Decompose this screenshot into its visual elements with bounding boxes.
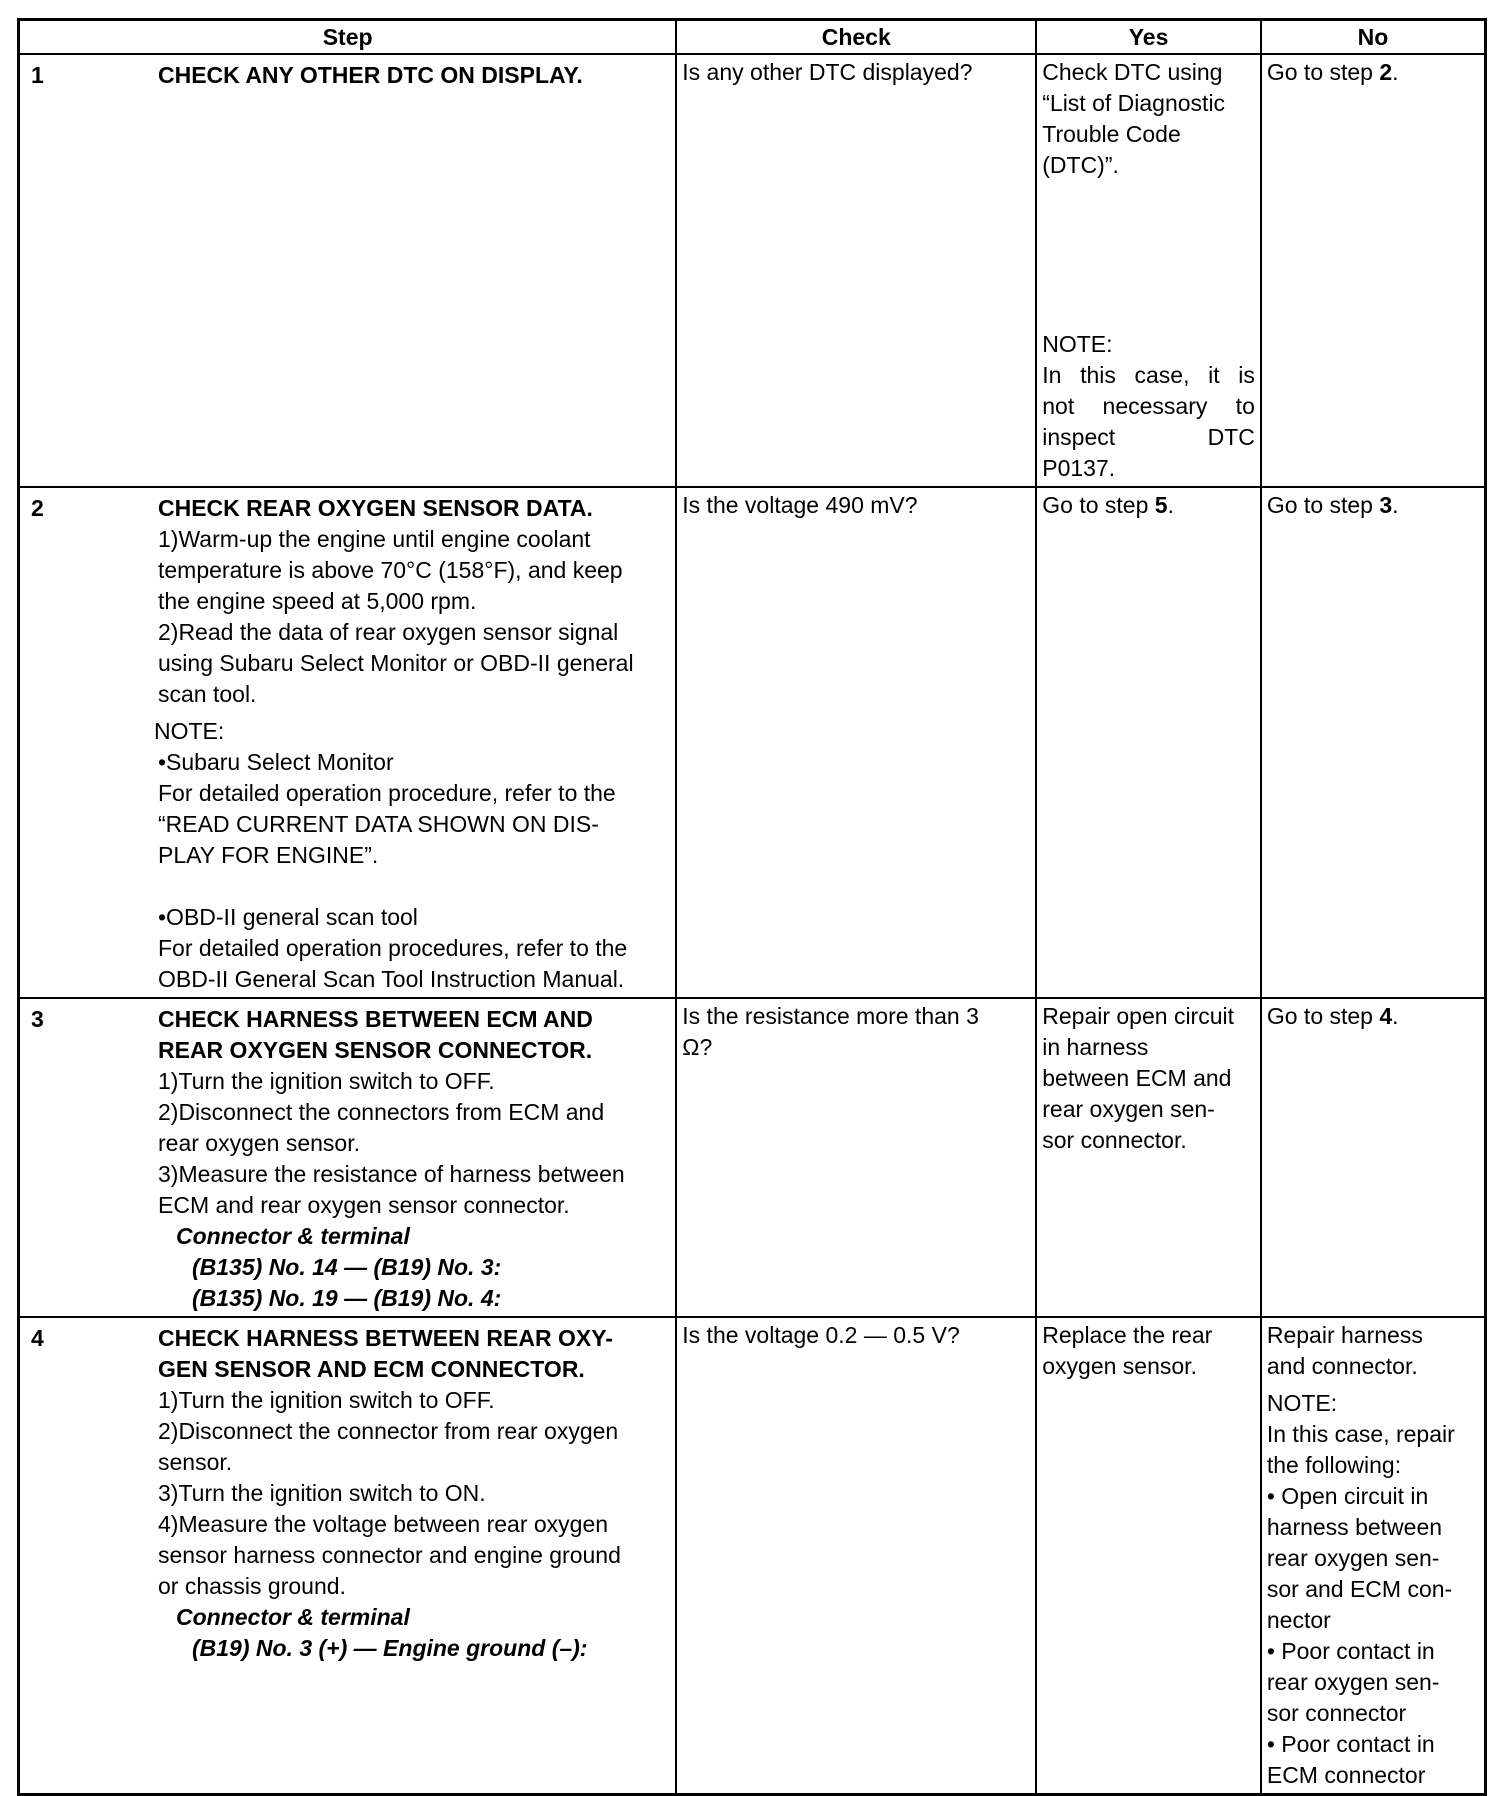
diagnostic-table: [17, 18, 1487, 1796]
connector-label: Connector & terminal: [176, 1223, 410, 1249]
note-line: •Subaru Select Monitor: [158, 749, 394, 775]
no-text: Go to step: [1266, 1003, 1380, 1029]
step-title: CHECK REAR OXYGEN SENSOR DATA.: [158, 495, 593, 521]
check-question: Is the resistance more than 3: [682, 1003, 979, 1029]
step-instruction: 1)Warm-up the engine until engine coolant: [158, 526, 591, 552]
step-instruction: 2)Disconnect the connectors from ECM and: [158, 1099, 605, 1125]
step-number: 3: [31, 1006, 44, 1032]
no-note-line: sor and ECM con-: [1266, 1576, 1453, 1602]
yes-text-line: “List of Diagnostic: [1042, 90, 1226, 116]
connector-terminal: (B19) No. 3 (+) — Engine ground (–):: [192, 1635, 588, 1661]
step-title: GEN SENSOR AND ECM CONNECTOR.: [158, 1356, 585, 1382]
yes-text-line: (DTC)”.: [1042, 152, 1119, 178]
step-instruction: sensor harness connector and engine ground: [158, 1542, 621, 1568]
step-instruction: ECM and rear oxygen sensor connector.: [158, 1192, 570, 1218]
yes-note-label: NOTE:: [1042, 331, 1113, 357]
step-instruction: rear oxygen sensor.: [158, 1130, 361, 1156]
no-text-line: Repair harness: [1266, 1322, 1423, 1348]
step-number: 4: [31, 1325, 44, 1351]
connector-terminal: (B135) No. 14 — (B19) No. 3:: [192, 1254, 502, 1280]
note-line: •OBD-II general scan tool: [158, 904, 418, 930]
check-question: Is the voltage 490 mV?: [682, 492, 918, 518]
no-cell: [1261, 998, 1486, 1317]
yes-note-line: In this case, it is: [1042, 362, 1255, 388]
step-instruction: 2)Read the data of rear oxygen sensor signal: [158, 619, 619, 645]
yes-cell: [1036, 487, 1261, 998]
no-step-ref: 3: [1379, 492, 1393, 518]
yes-text-suffix: .: [1167, 492, 1174, 518]
step-instruction: the engine speed at 5,000 rpm.: [158, 588, 477, 614]
check-cell: [676, 998, 1036, 1317]
yes-note-line: P0137.: [1042, 455, 1116, 481]
no-note-line: rear oxygen sen-: [1266, 1669, 1440, 1695]
table-row: [19, 487, 1486, 998]
table-row: [19, 1317, 1486, 1795]
step-instruction: 2)Disconnect the connector from rear oxygen: [158, 1418, 619, 1444]
yes-text-line: rear oxygen sen-: [1042, 1096, 1215, 1122]
no-note-line: sor connector: [1266, 1700, 1407, 1726]
connector-terminal: (B135) No. 19 — (B19) No. 4:: [192, 1285, 502, 1311]
yes-text-line: Repair open circuit: [1042, 1003, 1235, 1029]
step-title: REAR OXYGEN SENSOR CONNECTOR.: [158, 1037, 593, 1063]
header-no: No: [1261, 20, 1486, 55]
header-check: Check: [676, 20, 1036, 55]
step-instruction: scan tool.: [158, 681, 257, 707]
header-step: Step: [19, 20, 677, 55]
yes-cell: [1036, 1317, 1261, 1795]
yes-text-line: sor connector.: [1042, 1127, 1187, 1153]
step-instruction: using Subaru Select Monitor or OBD-II general: [158, 650, 634, 676]
no-note-label: NOTE:: [1266, 1390, 1338, 1416]
note-line: OBD-II General Scan Tool Instruction Manual.: [158, 966, 625, 992]
step-instruction: 1)Turn the ignition switch to OFF.: [158, 1387, 495, 1413]
no-note-line: ECM connector: [1266, 1762, 1426, 1788]
no-note-line: nector: [1266, 1607, 1331, 1633]
step-title: CHECK HARNESS BETWEEN ECM AND: [158, 1006, 593, 1032]
yes-text-line: between ECM and: [1042, 1065, 1232, 1091]
step-cell: [19, 54, 677, 487]
no-cell: [1261, 54, 1486, 487]
no-text-line: and connector.: [1266, 1353, 1418, 1379]
yes-note-line: inspect DTC: [1042, 424, 1255, 450]
note-line: For detailed operation procedures, refer to the: [158, 935, 628, 961]
check-cell: [676, 487, 1036, 998]
yes-step-ref: 5: [1154, 492, 1168, 518]
check-question: Ω?: [682, 1034, 713, 1060]
no-cell: [1261, 487, 1486, 998]
table-row: [19, 998, 1486, 1317]
step-cell: [19, 1317, 677, 1795]
no-note-line: harness between: [1266, 1514, 1443, 1540]
no-text-suffix: .: [1392, 492, 1399, 518]
no-note-line: • Poor contact in: [1266, 1731, 1435, 1757]
no-text: Go to step: [1266, 492, 1380, 518]
yes-text: Go to step: [1042, 492, 1155, 518]
yes-text-line: Replace the rear: [1042, 1322, 1213, 1348]
no-text-suffix: .: [1392, 1003, 1399, 1029]
check-cell: [676, 1317, 1036, 1795]
yes-note-line: not necessary to: [1042, 393, 1255, 419]
step-instruction: 4)Measure the voltage between rear oxygen: [158, 1511, 609, 1537]
note-line: For detailed operation procedure, refer to the: [158, 780, 616, 806]
yes-cell: [1036, 998, 1261, 1317]
no-text: Go to step: [1266, 59, 1380, 85]
no-note-line: the following:: [1266, 1452, 1402, 1478]
yes-text-line: in harness: [1042, 1034, 1149, 1060]
no-cell: [1261, 1317, 1486, 1795]
no-note-line: • Open circuit in: [1266, 1483, 1429, 1509]
note-line: “READ CURRENT DATA SHOWN ON DIS-: [158, 811, 599, 837]
table-row: [19, 54, 1486, 487]
check-question: Is any other DTC displayed?: [682, 59, 973, 85]
no-note-line: • Poor contact in: [1266, 1638, 1435, 1664]
no-note-line: rear oxygen sen-: [1266, 1545, 1440, 1571]
header-yes: Yes: [1036, 20, 1261, 55]
note-label: NOTE:: [154, 718, 225, 744]
check-cell: [676, 54, 1036, 487]
yes-text-line: Check DTC using: [1042, 59, 1223, 85]
step-instruction: temperature is above 70°C (158°F), and keep: [158, 557, 623, 583]
step-cell: [19, 998, 677, 1317]
yes-cell: [1036, 54, 1261, 487]
yes-text-line: oxygen sensor.: [1042, 1353, 1197, 1379]
yes-text-line: Trouble Code: [1042, 121, 1181, 147]
check-question: Is the voltage 0.2 — 0.5 V?: [682, 1322, 960, 1348]
step-instruction: 1)Turn the ignition switch to OFF.: [158, 1068, 495, 1094]
step-cell: [19, 487, 677, 998]
step-instruction: 3)Turn the ignition switch to ON.: [158, 1480, 486, 1506]
step-title: CHECK ANY OTHER DTC ON DISPLAY.: [158, 62, 583, 88]
step-number: 2: [31, 495, 44, 521]
no-text-suffix: .: [1392, 59, 1399, 85]
no-step-ref: 4: [1379, 1003, 1393, 1029]
note-line: PLAY FOR ENGINE”.: [158, 842, 379, 868]
no-note-line: In this case, repair: [1266, 1421, 1455, 1447]
connector-label: Connector & terminal: [176, 1604, 410, 1630]
step-number: 1: [31, 62, 44, 88]
no-step-ref: 2: [1379, 59, 1393, 85]
header-row: [19, 20, 1486, 55]
step-title: CHECK HARNESS BETWEEN REAR OXY-: [158, 1325, 613, 1351]
step-instruction: 3)Measure the resistance of harness between: [158, 1161, 625, 1187]
step-instruction: or chassis ground.: [158, 1573, 346, 1599]
step-instruction: sensor.: [158, 1449, 233, 1475]
